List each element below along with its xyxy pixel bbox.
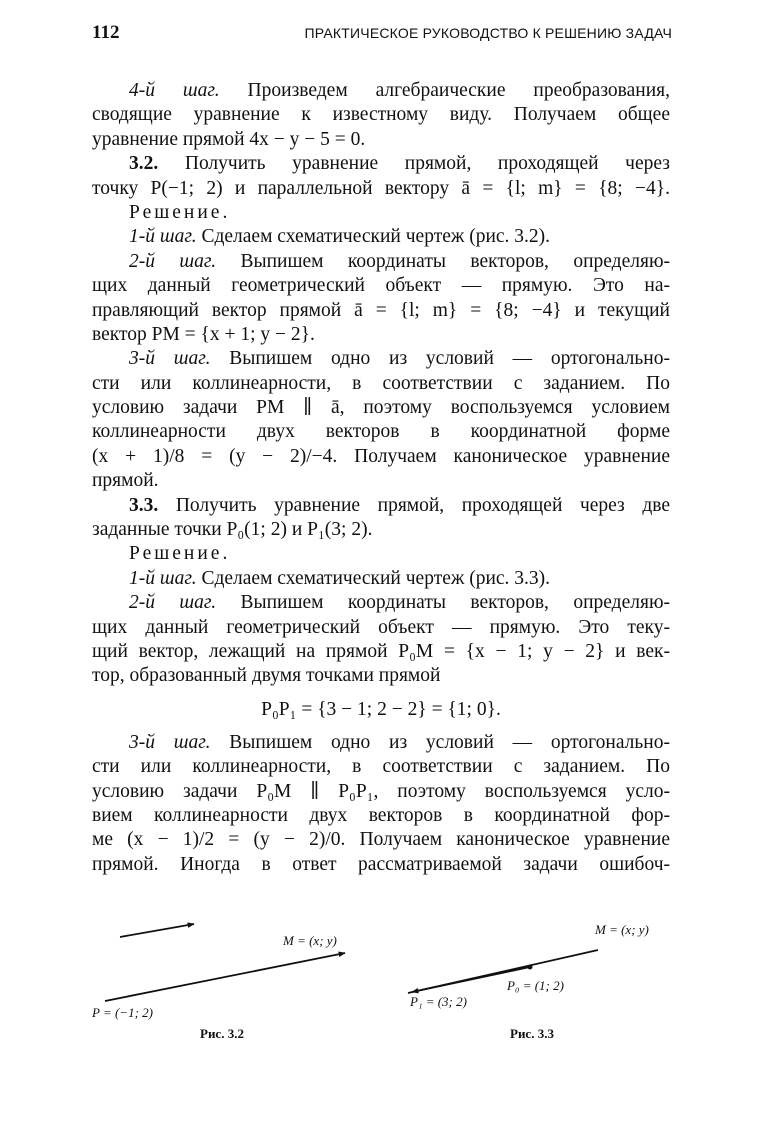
figure-3-3: [408, 922, 649, 1041]
paragraph-line: 1-й шаг. Сделаем схематический чертеж (рис. 3.2).: [129, 226, 551, 248]
point-p0-dot: [528, 965, 533, 970]
paragraph-line: условию задачи PM ∥ ā, поэтому воспользуемся условием: [92, 397, 670, 419]
figure-3-2: [91, 924, 345, 1041]
solution-label: Решение.: [129, 543, 231, 565]
paragraph-line: сводящие уравнение к известному виду. Получаем общее: [92, 104, 670, 126]
paragraph-line: тор, образованный двумя точками прямой: [92, 665, 441, 687]
label-point-p: P = (−1; 2): [92, 1005, 153, 1020]
paragraph-line: 1-й шаг. Сделаем схематический чертеж (рис. 3.3).: [129, 567, 551, 589]
paragraph-line: сти или коллинеарности, в соответствии с заданием. По: [92, 372, 670, 394]
figure-caption: Рис. 3.2: [200, 1026, 244, 1041]
paragraph-line: прямой. Иногда в ответ рассматриваемой задачи ошибоч-: [92, 853, 670, 875]
paragraph-line: точку P(−1; 2) и параллельной вектору ā = {l; m} = {8; −4}.: [92, 177, 670, 199]
paragraph-line: щих данный геометрический объект — прямую. Это на-: [92, 275, 670, 297]
page-number: 112: [92, 22, 120, 43]
paragraph-line: коллинеарности двух векторов в координатной форме: [92, 421, 670, 443]
paragraph-line: 2-й шаг. Выпишем координаты векторов, определяю-: [129, 592, 670, 614]
paragraph-line: вектор PM = {x + 1; y − 2}.: [92, 323, 315, 345]
label-point-m: M = (x; y): [283, 933, 337, 948]
display-formula: P₀P₁ = {3 − 1; 2 − 2} = {1; 0}.: [261, 698, 501, 720]
paragraph-line: прямой.: [92, 470, 159, 492]
problem-heading: 3.3. Получить уравнение прямой, проходящей через две: [129, 494, 670, 516]
problem-heading: 3.2. Получить уравнение прямой, проходящей через: [129, 153, 670, 175]
figure-caption: Рис. 3.3: [510, 1026, 554, 1041]
label-point-m: M = (x; y): [595, 922, 649, 937]
running-title: ПРАКТИЧЕСКОЕ РУКОВОДСТВО К РЕШЕНИЮ ЗАДАЧ: [304, 25, 672, 41]
paragraph-line: 4-й шаг. Произведем алгебраические преобразования,: [129, 80, 670, 101]
paragraph-line: щих данный геометрический объект — прямую. Это теку-: [92, 616, 670, 638]
paragraph-line: правляющий вектор прямой ā = {l; m} = {8; −4} и текущий: [92, 299, 670, 321]
solution-label: Решение.: [129, 201, 231, 223]
paragraph-line: уравнение прямой 4x − y − 5 = 0.: [92, 128, 366, 150]
paragraph-line: заданные точки P₀(1; 2) и P₁(3; 2).: [92, 519, 373, 541]
paragraph-line: сти или коллинеарности, в соответствии с заданием. По: [92, 756, 670, 778]
paragraph-line: щий вектор, лежащий на прямой P₀M = {x − 1; y − 2} и век-: [92, 640, 670, 662]
paragraph-line: вием коллинеарности двух векторов в координатной фор-: [92, 804, 670, 826]
label-point-p0: P₀ = (1; 2): [507, 978, 564, 993]
line-segment-pm: [105, 953, 345, 1001]
paragraph-line: (x + 1)/8 = (y − 2)/−4. Получаем каноническое уравнение: [92, 445, 670, 467]
paragraph-line: 2-й шаг. Выпишем координаты векторов, определяю-: [129, 250, 670, 272]
paragraph-line: ме (x − 1)/2 = (y − 2)/0. Получаем каноническое уравнение: [92, 829, 670, 851]
paragraph-line: условию задачи P₀M ∥ P₀P₁, поэтому воспользуемся усло-: [92, 780, 670, 802]
label-point-p1: P₁ = (3; 2): [410, 994, 467, 1009]
direction-vector-arrow: [120, 924, 194, 937]
paragraph-line: 3-й шаг. Выпишем одно из условий — ортогонально-: [129, 348, 670, 370]
paragraph-line: 3-й шаг. Выпишем одно из условий — ортогонально-: [129, 731, 670, 753]
